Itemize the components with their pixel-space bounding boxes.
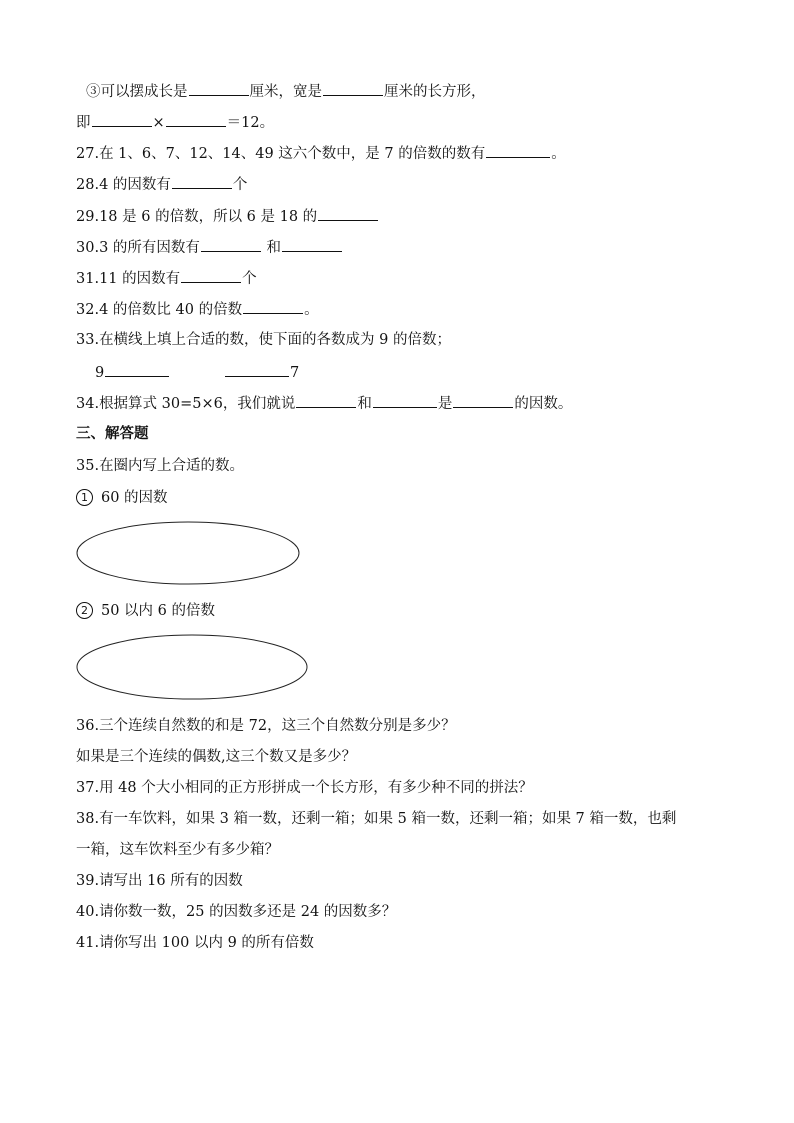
- q33-item1-prefix: 9: [95, 365, 105, 381]
- q30-number: 30.: [76, 240, 100, 256]
- q35-part2-answer-ellipse[interactable]: [74, 631, 312, 703]
- q37-number: 37.: [76, 780, 100, 796]
- q41-number: 41.: [76, 935, 100, 951]
- question-37: [76, 778, 533, 798]
- q30-text1: 3 的所有因数有: [99, 240, 200, 256]
- q27-number: 27.: [76, 146, 100, 162]
- q40-number: 40.: [76, 904, 100, 920]
- question-33-item2: [224, 362, 299, 382]
- q26-factor1-blank[interactable]: [92, 112, 152, 127]
- q35-text: 在圈内写上合适的数。: [99, 458, 245, 474]
- q28-text1: 4 的因数有: [99, 177, 171, 193]
- q36-number: 36.: [76, 718, 100, 734]
- circled-1-marker: 1: [76, 489, 93, 506]
- q27-text2: 。: [551, 146, 566, 162]
- q39-text: 请写出 16 所有的因数: [99, 873, 243, 889]
- q33-item2-blank[interactable]: [225, 362, 289, 377]
- question-32: [76, 299, 319, 319]
- q35-part2-text: 50 以内 6 的倍数: [101, 603, 216, 619]
- question-33: [76, 330, 451, 350]
- question-35-part1: [76, 488, 168, 508]
- question-38-line1: [76, 809, 676, 829]
- question-41: [76, 933, 314, 953]
- q34-blank2[interactable]: [373, 393, 437, 408]
- question-38-line2: 一箱，这车饮料至少有多少箱？: [76, 842, 279, 858]
- q26-text3: 厘米的长方形，: [384, 84, 486, 100]
- q35-part1-text: 60 的因数: [101, 490, 168, 506]
- q32-number: 32.: [76, 302, 100, 318]
- q34-blank3[interactable]: [453, 393, 513, 408]
- q26-factor2-blank[interactable]: [166, 112, 226, 127]
- q31-blank[interactable]: [181, 268, 241, 283]
- q41-text: 请你写出 100 以内 9 的所有倍数: [99, 935, 314, 951]
- question-29: [76, 206, 379, 226]
- q33-text1: 在横线上填上合适的数，使下面的各数成为 9 的倍数；: [99, 332, 452, 348]
- q30-blank2[interactable]: [282, 237, 342, 252]
- q32-text2: 。: [304, 302, 319, 318]
- q27-text1: 在 1、6、7、12、14、49 这六个数中，是 7 的倍数的数有: [99, 146, 486, 162]
- q30-blank1[interactable]: [201, 237, 261, 252]
- q26-times-sign: ×: [152, 115, 165, 131]
- q33-item2-suffix: 7: [290, 365, 300, 381]
- q34-text3: 是: [437, 396, 453, 412]
- question-40: [76, 902, 396, 922]
- section-3-heading: 三、解答题: [76, 425, 149, 442]
- q28-number: 28.: [76, 177, 100, 193]
- q26-width-blank[interactable]: [323, 81, 383, 96]
- q33-item1-blank[interactable]: [105, 362, 169, 377]
- q26-text1: 可以摆成长是: [100, 84, 188, 100]
- q29-blank[interactable]: [318, 206, 378, 221]
- q36-line1: 三个连续自然数的和是 72，这三个自然数分别是多少？: [99, 718, 456, 734]
- q35-part1-answer-ellipse[interactable]: [74, 518, 304, 588]
- question-27: [76, 143, 566, 163]
- question-26-part3-line2: [76, 112, 274, 132]
- q30-text2: 和: [266, 240, 282, 256]
- q32-text1: 4 的倍数比 40 的倍数: [99, 302, 243, 318]
- q37-text: 用 48 个大小相同的正方形拼成一个长方形，有多少种不同的拼法？: [99, 780, 533, 796]
- circled-3-marker: ③: [86, 84, 101, 100]
- question-35: [76, 456, 244, 476]
- q34-number: 34.: [76, 396, 100, 412]
- q34-text2: 和: [357, 396, 372, 412]
- q26-length-blank[interactable]: [189, 81, 249, 96]
- question-26-part3-line1: [86, 81, 486, 101]
- question-36-line2: 如果是三个连续的偶数,这三个数又是多少？: [76, 749, 357, 765]
- q34-text1: 根据算式 30=5×6，我们就说: [99, 396, 296, 412]
- circled-2-marker: 2: [76, 602, 93, 619]
- q38-number: 38.: [76, 811, 100, 827]
- q34-text4: 的因数。: [514, 396, 573, 412]
- q26-text2: 厘米，宽是: [249, 84, 322, 100]
- q32-blank[interactable]: [243, 299, 303, 314]
- question-34: [76, 393, 572, 413]
- q33-number: 33.: [76, 332, 100, 348]
- q31-text2: 个: [242, 271, 257, 287]
- q27-blank[interactable]: [486, 143, 550, 158]
- q29-number: 29.: [76, 209, 100, 225]
- question-30: [76, 237, 343, 257]
- q28-blank[interactable]: [172, 174, 232, 189]
- q28-text2: 个: [232, 177, 248, 193]
- q40-text: 请你数一数，25 的因数多还是 24 的因数多？: [99, 904, 397, 920]
- question-33-item1: [95, 362, 170, 382]
- question-35-part2: [76, 601, 215, 621]
- q38-line1: 有一车饮料，如果 3 箱一数，还剩一箱；如果 5 箱一数，还剩一箱；如果 7 箱一数，也剩: [99, 811, 677, 827]
- q26-line2-prefix: 即: [76, 115, 91, 131]
- q31-number: 31.: [76, 271, 100, 287]
- q35-number: 35.: [76, 458, 100, 474]
- q31-text1: 11 的因数有: [99, 271, 181, 287]
- q39-number: 39.: [76, 873, 100, 889]
- q34-blank1[interactable]: [296, 393, 356, 408]
- question-31: [76, 268, 257, 288]
- question-28: [76, 174, 247, 194]
- question-39: [76, 871, 243, 891]
- q26-equals: ＝12。: [226, 115, 275, 131]
- q29-text1: 18 是 6 的倍数，所以 6 是 18 的: [99, 209, 318, 225]
- question-36-line1: [76, 716, 456, 736]
